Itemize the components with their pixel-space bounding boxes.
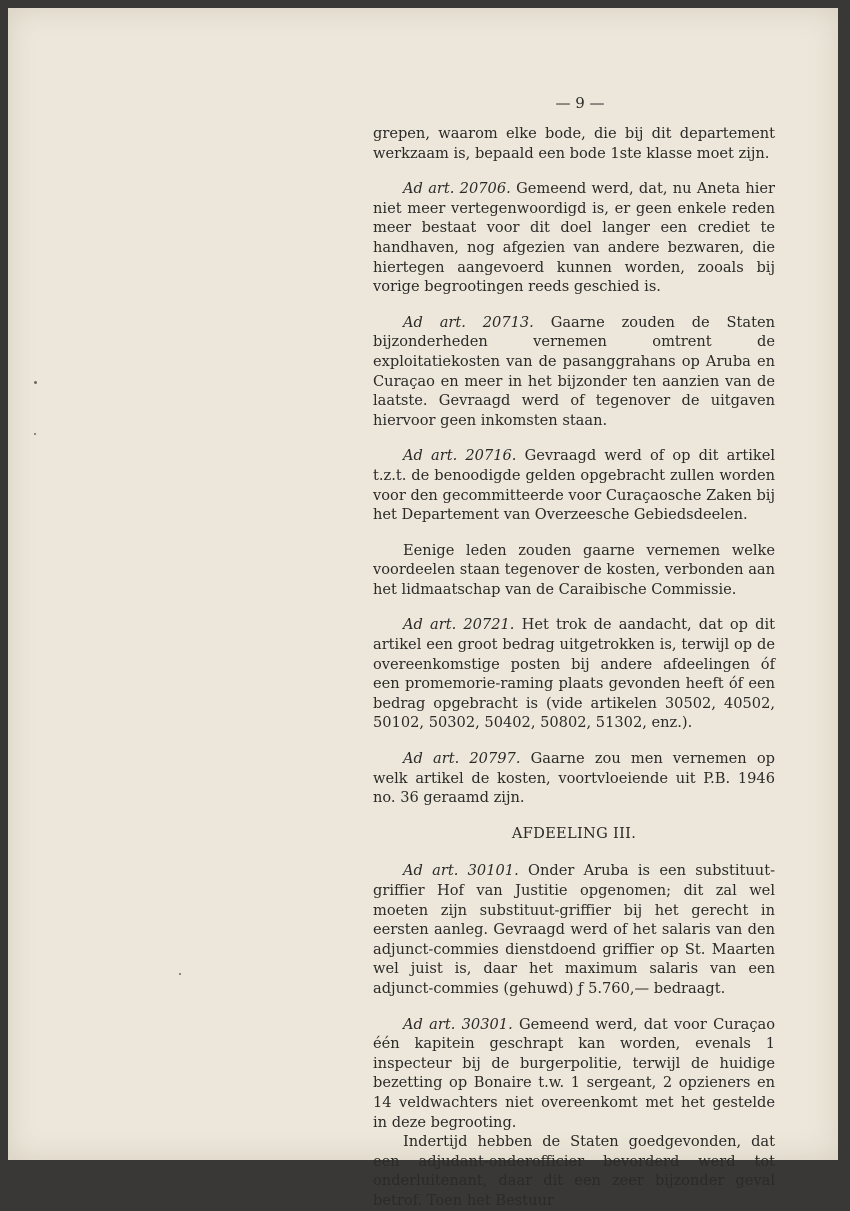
article-reference: Ad art. 30301. [403,1015,513,1033]
paragraph-art-20716: Ad art. 20716. Gevraagd werd of op dit artikel t.z.t. de benoodigde gelden opgebracht zullen worden voor den gecommitteerde voor Curaçaosche Zaken bij het Departement van Overzeesche Gebiedsdeelen. [373,447,776,524]
text-column [373,124,775,1211]
section-heading: AFDEELING III. [511,824,637,842]
article-reference: Ad art. 30101. [403,862,519,880]
paper-speck [34,381,37,384]
article-reference: Ad art. 20721. [403,616,515,634]
paragraph-art-30301: Ad art. 30301. Gemeend werd, dat voor Curaçao één kapitein geschrapt kan worden, evenals 1 inspecteur bij de burgerpolitie, terwijl de huidige bezetting op Bonaire t.w. 1 sergeant, 2 opzieners en 14 veldwachters niet overeenkomt met het gestelde in deze begrooting. [373,1015,775,1131]
paper-speck [34,433,36,435]
article-reference: Ad art. 20706. [403,180,511,198]
article-reference: Ad art. 20716. [403,447,517,465]
paragraph-art-20706: Ad art. 20706. Gemeend werd, dat, nu Aneta hier niet meer vertegenwoordigd is, er geen enkele reden meer bestaat voor dit doel langer een crediet te handhaven, nog afgezien van andere bezwaren, die hiertegen aangevoerd kunnen worden, zooals bij vorige begrootingen reeds geschied is. [373,180,776,296]
paragraph-caraibische-commissie: Eenige leden zouden gaarne vernemen welke voordeelen staan tegenover de kosten, verbonden aan het lidmaatschap van de Caraibische Commissie. [373,541,775,598]
paragraph-art-20797: Ad art. 20797. Gaarne zou men vernemen op welk artikel de kosten, voortvloeiende uit P.B. 1946 no. 36 geraamd zijn. [373,750,775,807]
paragraph-art-30101: Ad art. 30101. Onder Aruba is een substituut-griffier Hof van Justitie opgenomen; dit zal wel moeten zijn substituut-griffier bij het gerecht in eersten aanleg. Gevraagd werd of het salaris van den adjunct-commies dienstdoend griffier op St. Maarten wel juist is, daar het maximum salaris van een adjunct-commies (gehuwd) ƒ 5.760,— bedraagt. [373,862,776,997]
paragraph-art-20721: Ad art. 20721. Het trok de aandacht, dat op dit artikel een groot bedrag uitgetrokken is, terwijl op de overeenkomstige posten bij andere afdeelingen óf een promemorie-raming plaats gevonden heeft óf een bedrag opgebracht is (vide artikelen 30502, 40502, 50102, 50302, 50402, 50802, 51302, enz.). [373,616,776,732]
article-reference: Ad art. 20797. [403,750,521,768]
paper-speck [179,973,181,975]
page-number: — 9 — [555,94,605,112]
paragraph-continuation: grepen, waarom elke bode, die bij dit departement werkzaam is, bepaald een bode 1ste klasse moet zijn. [373,125,775,162]
article-reference: Ad art. 20713. [403,313,534,331]
paragraph-art-20713: Ad art. 20713. Gaarne zouden de Staten bijzonderheden vernemen omtrent de exploitatiekosten van de pasanggrahans op Aruba en Curaçao en meer in het bijzonder ten aanzien van de laatste. Gevraagd werd of tegenover de uitgaven hiervoor geen inkomsten staan. [373,313,776,429]
paragraph-indertijd: Indertijd hebben de Staten goedgevonden, dat een adjudant-onderofficier bevorderd werd tot onderluitenant, daar dit een zeer bijzonder geval betrof. Toen het Bestuur [373,1133,775,1209]
